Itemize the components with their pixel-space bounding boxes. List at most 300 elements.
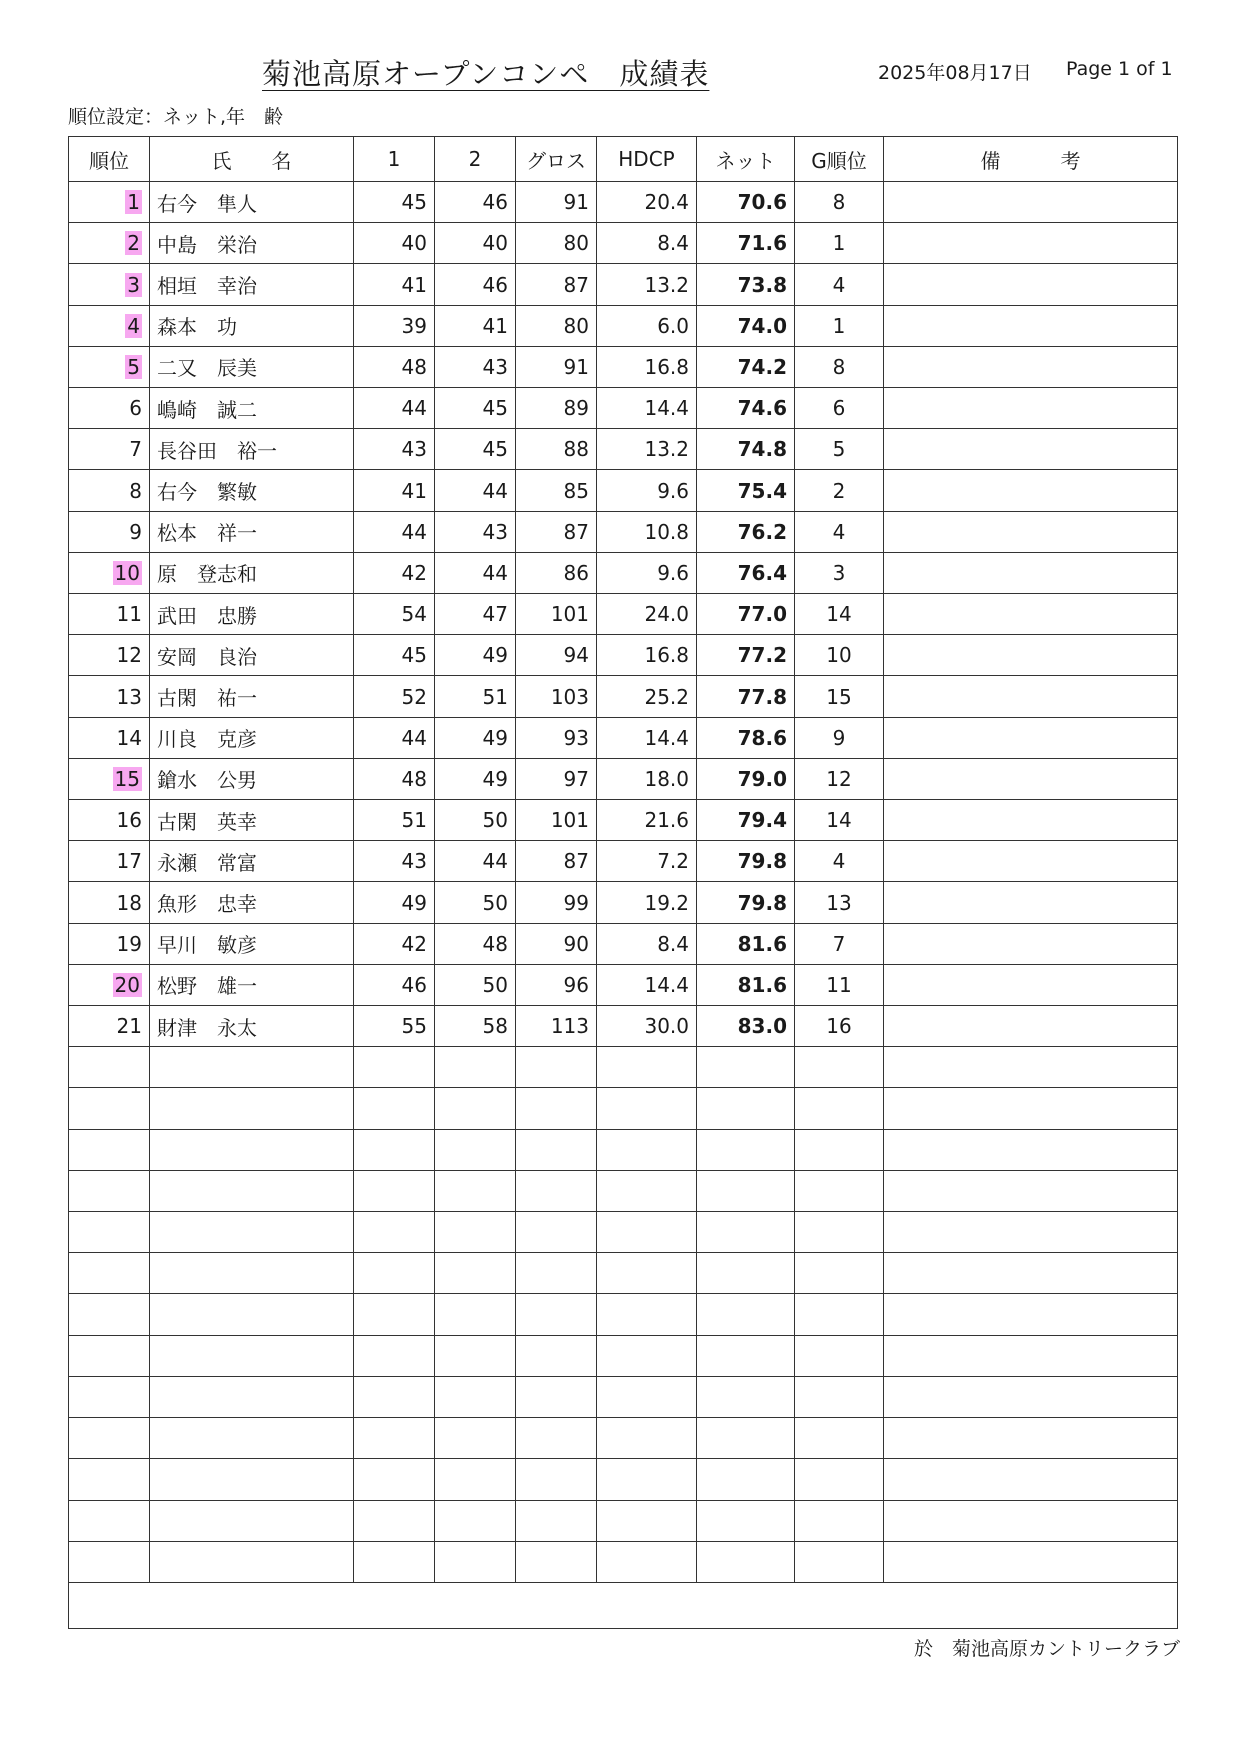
in-score-cell: 46 — [435, 182, 516, 223]
blank-cell — [597, 1047, 697, 1088]
table-row — [69, 717, 1178, 758]
hdcp-cell: 30.0 — [597, 1006, 697, 1047]
name-cell: 川良 克彦 — [150, 717, 354, 758]
blank-cell — [150, 1129, 354, 1170]
g-rank-cell: 2 — [795, 470, 884, 511]
blank-cell — [697, 1335, 795, 1376]
out-score-cell: 43 — [354, 841, 435, 882]
rank-highlight: 15 — [114, 766, 140, 791]
remarks-cell — [884, 388, 1178, 429]
remarks-cell — [884, 758, 1178, 799]
remarks-cell — [884, 552, 1178, 593]
hdcp-cell: 25.2 — [597, 676, 697, 717]
net-cell: 73.8 — [697, 264, 795, 305]
rank-cell: 19 — [69, 923, 150, 964]
net-cell: 79.0 — [697, 758, 795, 799]
blank-cell — [69, 1335, 150, 1376]
blank-cell — [150, 1418, 354, 1459]
net-cell: 76.2 — [697, 511, 795, 552]
blank-cell — [516, 1418, 597, 1459]
rank-cell: 8 — [69, 470, 150, 511]
gross-cell: 88 — [516, 429, 597, 470]
blank-cell — [697, 1088, 795, 1129]
out-score-cell: 43 — [354, 429, 435, 470]
blank-cell — [697, 1253, 795, 1294]
blank-cell — [354, 1170, 435, 1211]
blank-cell — [69, 1418, 150, 1459]
table-row — [69, 1006, 1178, 1047]
blank-cell — [597, 1253, 697, 1294]
gross-cell: 87 — [516, 511, 597, 552]
gross-cell: 91 — [516, 346, 597, 387]
table-row — [69, 552, 1178, 593]
gross-cell: 80 — [516, 305, 597, 346]
table-row — [69, 923, 1178, 964]
blank-cell — [884, 1047, 1178, 1088]
blank-cell — [354, 1253, 435, 1294]
name-cell: 安岡 良治 — [150, 635, 354, 676]
blank-cell — [354, 1541, 435, 1582]
blank-cell — [354, 1212, 435, 1253]
blank-cell — [795, 1088, 884, 1129]
rank-highlight: 4 — [127, 313, 140, 338]
blank-cell — [516, 1376, 597, 1417]
net-cell: 76.4 — [697, 552, 795, 593]
net-cell: 83.0 — [697, 1006, 795, 1047]
blank-cell — [150, 1459, 354, 1500]
blank-cell — [795, 1253, 884, 1294]
blank-row — [69, 1047, 1178, 1088]
blank-cell — [884, 1376, 1178, 1417]
net-cell: 81.6 — [697, 923, 795, 964]
out-score-cell: 42 — [354, 552, 435, 593]
rank-cell — [69, 346, 150, 387]
blank-cell — [435, 1376, 516, 1417]
blank-cell — [884, 1500, 1178, 1541]
out-score-cell: 39 — [354, 305, 435, 346]
header-gross: グロス — [516, 137, 597, 182]
out-score-cell: 48 — [354, 758, 435, 799]
blank-row — [69, 1253, 1178, 1294]
blank-cell — [597, 1500, 697, 1541]
blank-cell — [697, 1170, 795, 1211]
g-rank-cell: 10 — [795, 635, 884, 676]
in-score-cell: 48 — [435, 923, 516, 964]
blank-row — [69, 1459, 1178, 1500]
document-title: 菊池高原オープンコンペ 成績表 — [262, 57, 710, 91]
rank-cell — [69, 758, 150, 799]
blank-cell — [435, 1212, 516, 1253]
header-out: 1 — [354, 137, 435, 182]
blank-cell — [884, 1129, 1178, 1170]
blank-cell — [69, 1253, 150, 1294]
blank-cell — [150, 1047, 354, 1088]
hdcp-cell: 13.2 — [597, 429, 697, 470]
in-score-cell: 49 — [435, 717, 516, 758]
g-rank-cell: 1 — [795, 223, 884, 264]
gross-cell: 90 — [516, 923, 597, 964]
blank-cell — [150, 1541, 354, 1582]
net-cell: 79.4 — [697, 800, 795, 841]
in-score-cell: 47 — [435, 594, 516, 635]
net-cell: 74.0 — [697, 305, 795, 346]
gross-cell: 89 — [516, 388, 597, 429]
remarks-cell — [884, 1006, 1178, 1047]
blank-cell — [884, 1170, 1178, 1211]
table-row — [69, 594, 1178, 635]
blank-cell — [884, 1335, 1178, 1376]
header-in: 2 — [435, 137, 516, 182]
gross-cell: 80 — [516, 223, 597, 264]
in-score-cell: 50 — [435, 964, 516, 1005]
blank-cell — [697, 1376, 795, 1417]
in-score-cell: 41 — [435, 305, 516, 346]
in-score-cell: 43 — [435, 346, 516, 387]
rank-cell: 18 — [69, 882, 150, 923]
g-rank-cell: 15 — [795, 676, 884, 717]
remarks-cell — [884, 882, 1178, 923]
net-cell: 75.4 — [697, 470, 795, 511]
blank-cell — [354, 1376, 435, 1417]
g-rank-cell: 9 — [795, 717, 884, 758]
hdcp-cell: 13.2 — [597, 264, 697, 305]
in-score-cell: 46 — [435, 264, 516, 305]
blank-cell — [69, 1170, 150, 1211]
gross-cell: 97 — [516, 758, 597, 799]
blank-cell — [795, 1541, 884, 1582]
hdcp-cell: 18.0 — [597, 758, 697, 799]
remarks-cell — [884, 717, 1178, 758]
hdcp-cell: 7.2 — [597, 841, 697, 882]
g-rank-cell: 13 — [795, 882, 884, 923]
blank-cell — [795, 1459, 884, 1500]
blank-cell — [697, 1541, 795, 1582]
in-score-cell: 50 — [435, 882, 516, 923]
blank-cell — [795, 1047, 884, 1088]
blank-cell — [354, 1129, 435, 1170]
blank-cell — [597, 1418, 697, 1459]
blank-cell — [597, 1129, 697, 1170]
name-cell: 古閑 祐一 — [150, 676, 354, 717]
blank-cell — [884, 1088, 1178, 1129]
gross-cell: 93 — [516, 717, 597, 758]
ranking-setting: 順位設定：ネット,年 齢 — [68, 106, 284, 128]
hdcp-cell: 20.4 — [597, 182, 697, 223]
blank-cell — [697, 1294, 795, 1335]
rank-highlight: 1 — [127, 190, 140, 215]
blank-cell — [150, 1376, 354, 1417]
net-cell: 78.6 — [697, 717, 795, 758]
blank-cell — [795, 1129, 884, 1170]
blank-cell — [597, 1170, 697, 1211]
table-row — [69, 511, 1178, 552]
hdcp-cell: 19.2 — [597, 882, 697, 923]
blank-cell — [435, 1294, 516, 1335]
blank-cell — [69, 1088, 150, 1129]
out-score-cell: 44 — [354, 511, 435, 552]
out-score-cell: 54 — [354, 594, 435, 635]
blank-cell — [697, 1459, 795, 1500]
name-cell: 松本 祥一 — [150, 511, 354, 552]
blank-cell — [435, 1129, 516, 1170]
g-rank-cell: 8 — [795, 346, 884, 387]
blank-cell — [150, 1253, 354, 1294]
remarks-cell — [884, 346, 1178, 387]
blank-cell — [435, 1170, 516, 1211]
table-row — [69, 635, 1178, 676]
blank-cell — [150, 1170, 354, 1211]
blank-cell — [516, 1212, 597, 1253]
g-rank-cell: 4 — [795, 841, 884, 882]
blank-cell — [435, 1253, 516, 1294]
blank-cell — [69, 1376, 150, 1417]
gross-cell: 94 — [516, 635, 597, 676]
out-score-cell: 41 — [354, 264, 435, 305]
out-score-cell: 40 — [354, 223, 435, 264]
rank-cell — [69, 264, 150, 305]
name-cell: 二又 辰美 — [150, 346, 354, 387]
blank-cell — [69, 1047, 150, 1088]
table-footer-cell — [69, 1582, 1178, 1628]
name-cell: 中島 栄治 — [150, 223, 354, 264]
remarks-cell — [884, 511, 1178, 552]
rank-cell — [69, 552, 150, 593]
remarks-cell — [884, 223, 1178, 264]
header-net: ネット — [697, 137, 795, 182]
blank-cell — [597, 1541, 697, 1582]
blank-cell — [354, 1500, 435, 1541]
table-row — [69, 223, 1178, 264]
gross-cell: 103 — [516, 676, 597, 717]
blank-cell — [597, 1088, 697, 1129]
remarks-cell — [884, 182, 1178, 223]
table-row — [69, 758, 1178, 799]
blank-cell — [516, 1170, 597, 1211]
in-score-cell: 44 — [435, 841, 516, 882]
blank-row — [69, 1541, 1178, 1582]
net-cell: 71.6 — [697, 223, 795, 264]
blank-cell — [516, 1500, 597, 1541]
rank-cell — [69, 223, 150, 264]
rank-cell: 17 — [69, 841, 150, 882]
table-row — [69, 882, 1178, 923]
event-date: 2025年08月17日 — [878, 62, 1032, 84]
blank-cell — [884, 1294, 1178, 1335]
blank-cell — [884, 1253, 1178, 1294]
blank-cell — [354, 1418, 435, 1459]
remarks-cell — [884, 964, 1178, 1005]
g-rank-cell: 4 — [795, 511, 884, 552]
in-score-cell: 43 — [435, 511, 516, 552]
blank-cell — [435, 1459, 516, 1500]
gross-cell: 113 — [516, 1006, 597, 1047]
net-cell: 77.2 — [697, 635, 795, 676]
remarks-cell — [884, 841, 1178, 882]
name-cell: 鎗水 公男 — [150, 758, 354, 799]
blank-cell — [884, 1418, 1178, 1459]
blank-cell — [884, 1459, 1178, 1500]
gross-cell: 85 — [516, 470, 597, 511]
remarks-cell — [884, 305, 1178, 346]
rank-cell: 6 — [69, 388, 150, 429]
blank-cell — [69, 1500, 150, 1541]
blank-cell — [69, 1129, 150, 1170]
results-table — [68, 136, 1178, 1629]
in-score-cell: 44 — [435, 552, 516, 593]
table-row — [69, 964, 1178, 1005]
header-hdcp: HDCP — [597, 137, 697, 182]
blank-cell — [697, 1047, 795, 1088]
name-cell: 嶋崎 誠二 — [150, 388, 354, 429]
out-score-cell: 52 — [354, 676, 435, 717]
hdcp-cell: 9.6 — [597, 552, 697, 593]
hdcp-cell: 14.4 — [597, 717, 697, 758]
g-rank-cell: 12 — [795, 758, 884, 799]
net-cell: 70.6 — [697, 182, 795, 223]
blank-row — [69, 1376, 1178, 1417]
gross-cell: 86 — [516, 552, 597, 593]
blank-cell — [516, 1541, 597, 1582]
gross-cell: 101 — [516, 594, 597, 635]
blank-cell — [697, 1129, 795, 1170]
blank-cell — [795, 1170, 884, 1211]
blank-cell — [516, 1459, 597, 1500]
rank-cell: 11 — [69, 594, 150, 635]
table-footer-row — [69, 1582, 1178, 1628]
g-rank-cell: 3 — [795, 552, 884, 593]
hdcp-cell: 21.6 — [597, 800, 697, 841]
g-rank-cell: 8 — [795, 182, 884, 223]
blank-cell — [516, 1088, 597, 1129]
gross-cell: 101 — [516, 800, 597, 841]
name-cell: 相垣 幸治 — [150, 264, 354, 305]
in-score-cell: 45 — [435, 429, 516, 470]
net-cell: 74.6 — [697, 388, 795, 429]
blank-cell — [435, 1541, 516, 1582]
blank-cell — [354, 1459, 435, 1500]
rank-cell: 21 — [69, 1006, 150, 1047]
out-score-cell: 45 — [354, 182, 435, 223]
blank-cell — [516, 1253, 597, 1294]
net-cell: 77.0 — [697, 594, 795, 635]
rank-highlight: 2 — [127, 231, 140, 256]
gross-cell: 91 — [516, 182, 597, 223]
table-row — [69, 676, 1178, 717]
gross-cell: 87 — [516, 841, 597, 882]
net-cell: 77.8 — [697, 676, 795, 717]
blank-cell — [795, 1376, 884, 1417]
g-rank-cell: 14 — [795, 800, 884, 841]
blank-row — [69, 1129, 1178, 1170]
table-row — [69, 470, 1178, 511]
net-cell: 79.8 — [697, 882, 795, 923]
g-rank-cell: 16 — [795, 1006, 884, 1047]
blank-cell — [795, 1500, 884, 1541]
out-score-cell: 51 — [354, 800, 435, 841]
in-score-cell: 49 — [435, 635, 516, 676]
out-score-cell: 44 — [354, 388, 435, 429]
blank-cell — [597, 1376, 697, 1417]
blank-cell — [516, 1047, 597, 1088]
out-score-cell: 55 — [354, 1006, 435, 1047]
remarks-cell — [884, 676, 1178, 717]
g-rank-cell: 6 — [795, 388, 884, 429]
remarks-cell — [884, 594, 1178, 635]
g-rank-cell: 11 — [795, 964, 884, 1005]
rank-cell — [69, 305, 150, 346]
net-cell: 79.8 — [697, 841, 795, 882]
remarks-cell — [884, 635, 1178, 676]
header-g-rank: G順位 — [795, 137, 884, 182]
out-score-cell: 49 — [354, 882, 435, 923]
header-remarks: 備 考 — [884, 137, 1178, 182]
name-cell: 魚形 忠幸 — [150, 882, 354, 923]
blank-cell — [354, 1047, 435, 1088]
blank-cell — [354, 1335, 435, 1376]
header-name: 氏 名 — [150, 137, 354, 182]
blank-cell — [69, 1459, 150, 1500]
blank-cell — [884, 1541, 1178, 1582]
blank-row — [69, 1088, 1178, 1129]
out-score-cell: 46 — [354, 964, 435, 1005]
blank-row — [69, 1418, 1178, 1459]
rank-cell: 13 — [69, 676, 150, 717]
remarks-cell — [884, 264, 1178, 305]
hdcp-cell: 10.8 — [597, 511, 697, 552]
hdcp-cell: 6.0 — [597, 305, 697, 346]
blank-cell — [516, 1129, 597, 1170]
blank-cell — [597, 1294, 697, 1335]
table-row — [69, 388, 1178, 429]
table-row — [69, 264, 1178, 305]
rank-cell: 16 — [69, 800, 150, 841]
blank-cell — [150, 1500, 354, 1541]
blank-cell — [69, 1541, 150, 1582]
blank-cell — [884, 1212, 1178, 1253]
hdcp-cell: 16.8 — [597, 346, 697, 387]
out-score-cell: 41 — [354, 470, 435, 511]
header-rank: 順位 — [69, 137, 150, 182]
remarks-cell — [884, 923, 1178, 964]
in-score-cell: 51 — [435, 676, 516, 717]
out-score-cell: 48 — [354, 346, 435, 387]
blank-cell — [150, 1088, 354, 1129]
hdcp-cell: 9.6 — [597, 470, 697, 511]
page-number: Page 1 of 1 — [1066, 58, 1173, 80]
hdcp-cell: 14.4 — [597, 964, 697, 1005]
gross-cell: 96 — [516, 964, 597, 1005]
blank-cell — [435, 1418, 516, 1459]
blank-cell — [597, 1212, 697, 1253]
out-score-cell: 44 — [354, 717, 435, 758]
hdcp-cell: 16.8 — [597, 635, 697, 676]
blank-row — [69, 1335, 1178, 1376]
blank-cell — [795, 1294, 884, 1335]
blank-row — [69, 1500, 1178, 1541]
blank-cell — [354, 1294, 435, 1335]
name-cell: 永瀬 常富 — [150, 841, 354, 882]
remarks-cell — [884, 800, 1178, 841]
out-score-cell: 45 — [354, 635, 435, 676]
blank-cell — [435, 1088, 516, 1129]
blank-cell — [435, 1335, 516, 1376]
gross-cell: 99 — [516, 882, 597, 923]
blank-cell — [69, 1212, 150, 1253]
blank-cell — [795, 1212, 884, 1253]
rank-highlight: 3 — [127, 272, 140, 297]
name-cell: 武田 忠勝 — [150, 594, 354, 635]
in-score-cell: 40 — [435, 223, 516, 264]
